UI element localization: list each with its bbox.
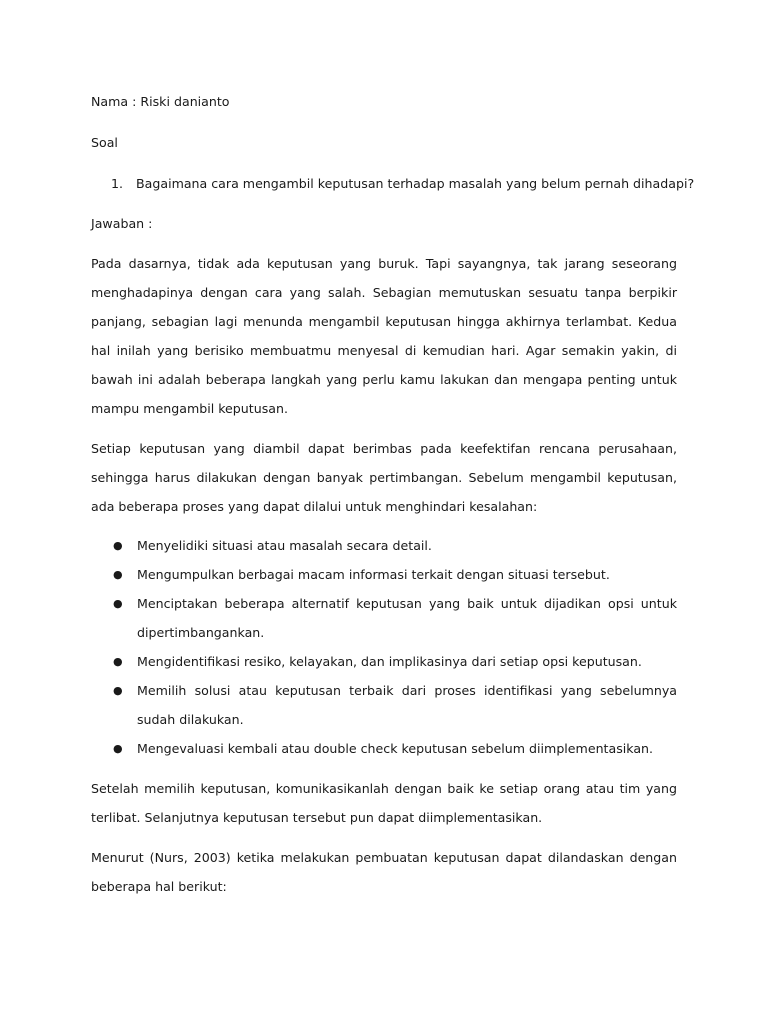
soal-heading: Soal — [91, 135, 118, 150]
bullet-icon: ● — [113, 742, 123, 755]
question-number: 1. — [111, 176, 124, 191]
list-item — [91, 647, 677, 676]
list-item-text: Memilih solusi atau keputusan terbaik dari proses identifikasi yang sebelumnya sudah dilakukan. — [137, 683, 677, 727]
paragraph-nurs: Menurut (Nurs, 2003) ketika melakukan pembuatan keputusan dapat dilandaskan dengan beberapa hal berikut: — [91, 850, 677, 894]
question-item — [91, 169, 695, 198]
bullet-icon: ● — [113, 539, 123, 552]
list-item-text: Menciptakan beberapa alternatif keputusan yang baik untuk dijadikan opsi untuk dipertimbangankan. — [137, 596, 677, 640]
bullet-icon: ● — [113, 597, 123, 610]
jawaban-heading: Jawaban : — [91, 216, 153, 231]
bullet-icon: ● — [113, 568, 123, 581]
list-item — [91, 531, 677, 560]
paragraph-intro: Pada dasarnya, tidak ada keputusan yang buruk. Tapi sayangnya, tak jarang seseorang menghadapinya dengan cara yang salah. Sebagian memutuskan sesuatu tanpa berpikir panjang, sebagian lagi menunda mengambil keputusan hingga akhirnya terlambat. Kedua hal inilah yang berisiko membuatmu menyesal di kemudian hari. Agar semakin yakin, di bawah ini adalah beberapa langkah yang perlu kamu lakukan dan mengapa penting untuk mampu mengambil keputusan. — [91, 256, 677, 416]
bullet-icon: ● — [113, 655, 123, 668]
paragraph-process: Setiap keputusan yang diambil dapat berimbas pada keefektifan rencana perusahaan, sehingga harus dilakukan dengan banyak pertimbangan. Sebelum mengambil keputusan, ada beberapa proses yang dapat dilalui untuk menghindari kesalahan: — [91, 441, 677, 514]
list-item-text: Mengidentifikasi resiko, kelayakan, dan implikasinya dari setiap opsi keputusan. — [137, 654, 642, 669]
list-item — [91, 676, 677, 734]
paragraph-implementation: Setelah memilih keputusan, komunikasikanlah dengan baik ke setiap orang atau tim yang terlibat. Selanjutnya keputusan tersebut pun dapat diimplementasikan. — [91, 781, 677, 825]
list-item-text: Mengevaluasi kembali atau double check keputusan sebelum diimplementasikan. — [137, 741, 654, 756]
list-item — [91, 560, 677, 589]
list-item-text: Menyelidiki situasi atau masalah secara detail. — [137, 538, 432, 553]
list-item — [91, 734, 677, 763]
name-line: Nama : Riski danianto — [91, 94, 230, 109]
document-body — [91, 87, 695, 901]
bullet-icon: ● — [113, 684, 123, 697]
process-steps-list — [91, 531, 677, 763]
list-item-text: Mengumpulkan berbagai macam informasi terkait dengan situasi tersebut. — [137, 567, 610, 582]
question-text: Bagaimana cara mengambil keputusan terhadap masalah yang belum pernah dihadapi? — [136, 176, 695, 191]
list-item — [91, 589, 677, 647]
